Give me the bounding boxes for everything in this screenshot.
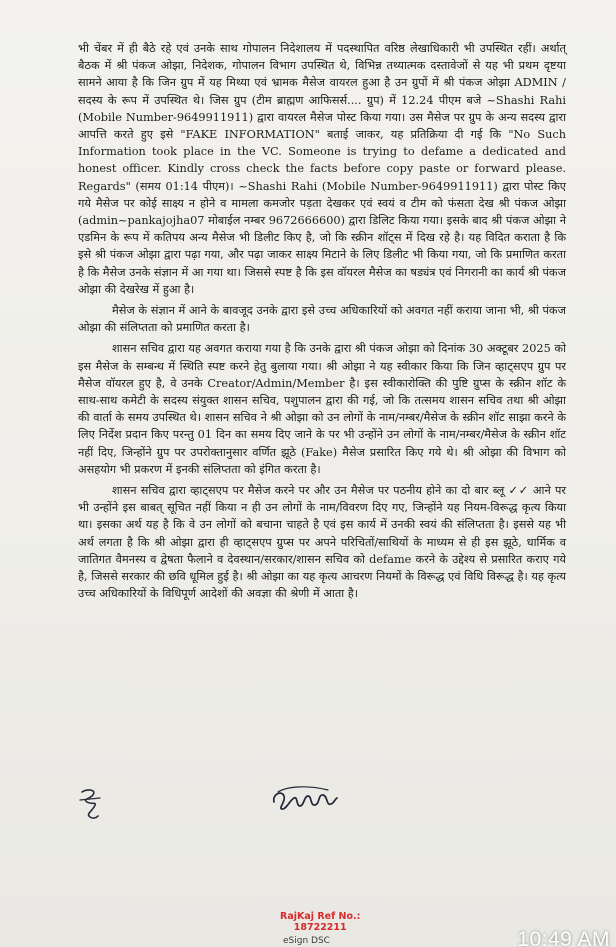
ref-label: RajKaj Ref No.: xyxy=(280,911,361,922)
paragraph-2: मैसेज के संज्ञान में आने के बावजूद उनके द्वारा इसे उच्च अधिकारियों को अवगत नहीं कराया जाना भी, श्री पंकज ओझा की संलिप्तता को प्रमाणित करता है। xyxy=(78,304,566,335)
initials-signature xyxy=(78,786,104,822)
document-body xyxy=(78,40,566,607)
ref-number: 18722211 xyxy=(293,922,347,933)
esign-label: eSign DSC xyxy=(283,936,330,946)
status-time: 10:49 AM xyxy=(517,928,610,947)
handwritten-signature xyxy=(268,782,340,816)
paragraph-3: शासन सचिव द्वारा यह अवगत कराया गया है कि उनके द्वारा श्री पंकज ओझा को दिनांक 30 अक्टूबर 2025 को इस मैसेज के सम्बन्ध में स्थिति स्पष्ट करने हेतु बुलाया गया। श्री ओझा ने यह स्वीकार किया कि जिन व्हाट्सएप ग्रुप पर मैसेज वॉयरल हुए है, वे उनके Creator/Admin/Member है। इस स्वीकारोक्ति की पुष्टि ग्रुप्स के स्क्रीन शॉट के साथ-साथ कमेटी के सदस्य संयुक्त शासन सचिव, पशुपालन द्वारा की गई, जो कि तत्समय शासन सचिव तथा श्री ओझा की वार्ता के समय उपस्थित थे। शासन सचिव ने श्री ओझा को उन लोगों के नाम/नम्बर/मैसेज के स्क्रीन शॉट साझा करने के लिए निर्देश प्रदान किए परन्तु 01 दिन का समय दिए जाने के पर भी उन्होंने उन लोगों के नाम/नम्बर/मैसेज के स्क्रीन शॉट नहीं दिए, जिन्होंने ग्रुप पर उपरोक्तानुसार वर्णित झूठे (Fake) मैसेज प्रसारित किए गये थे। श्री ओझा की विभाग को असहयोग भी प्रकरण में इनकी संलिप्तता को इंगित करता है। xyxy=(78,342,566,476)
rajkaj-reference xyxy=(280,911,360,933)
paragraph-1: भी चेंबर में ही बैठे रहे एवं उनके साथ गोपालन निदेशालय में पदस्थापित वरिष्ठ लेखाधिकारी भी उपस्थित रहीं। अर्थात् बैठक में श्री पंकज ओझा, निदेशक, गोपालन विभाग उपस्थित थे, विभिन्न तथ्यात्मक दस्तावेजों से यह भी प्रथम दृष्टया सामने आया है कि जिन ग्रुप में यह मिथ्या एवं भ्रामक मैसेज वायरल हुआ है उन ग्रुपों में श्री पंकज ओझा ADMIN / सदस्य के रूप में उपस्थित थे। जिस ग्रुप (टीम ब्राह्मण आफिसर्स.... ग्रुप) में 12.24 पीएम बजे ~Shashi Rahi (Mobile Number-9649911911) द्वारा वायरल मैसेज पोस्ट किया गया। उस मैसेज पर ग्रुप के अन्य सदस्य द्वारा आपत्ति करते हुए इसे "FAKE INFORMATION" बताई जाकर, यह प्रतिक्रिया दी गई कि "No Such Information took place in the VC. Someone is trying to defame a dedicated and honest officer. Kindly cross check the facts before copy paste or forward please. Regards" (समय 01:14 पीएम)। ~Shashi Rahi (Mobile Number-9649911911) द्वारा पोस्ट किए गये मैसेज पर कोई साक्ष्य न होने व मामला कमजोर पड़ता देखकर एवं स्वयं व टीम को फंसता देख श्री पंकज ओझा (admin~pankajojha07 मोबाईल नम्बर 9672666600) द्वारा डिलिट किया गया। इसके बाद श्री पंकज ओझा ने एडमिन के रूप में कतिपय अन्य मैसेज भी डिलीट किए है, जो कि स्क्रीन शॉट्स में दिख रहे है। यह विदित कराता है कि इसे श्री पंकज ओझा द्वारा पढ़ा गया, और पढ़ा जाकर साक्ष्य मिटाने के लिए डिलीट भी किया गया, जो कि प्रमाणित करता है कि मैसेज उनके संज्ञान में आ गया था। जिससे स्पष्ट है कि इस वॉयरल मैसेज का षड्यंत्र एवं निगरानी का कार्य श्री पंकज ओझा की देखरेख में हुआ है। xyxy=(78,42,566,296)
paragraph-4: शासन सचिव द्वारा व्हाट्सएप पर मैसेज करने पर और उन मैसेज पर पठनीय होने का दो बार ब्लू ✓✓ आने पर भी उन्होंने इस बाबत् सूचित नहीं किया न ही उन लोगों के नाम/विवरण दिए गए, जिन्होंने यह नियम-विरूद्ध कृत्य किया था। इसका अर्थ यह है कि वे उन लोगों को बचाना चाहते है एवं इस कार्य में उनकी स्वयं की संलिप्तता है। इससे यह भी अर्थ लगता है कि श्री ओझा द्वारा ही व्हाट्सएप ग्रुप्स पर अपने परिचितों/साथियों के माध्यम से ही इस झूठे, धार्मिक व जातिगत वैमनस्य व द्वेषता फैलाने व देवस्थान/सरकार/शासन सचिव को defame करने के उद्देश्य से प्रसारित कराए गये है, जिससे सरकार की छवि धूमिल हुई है। श्री ओझा का यह कृत्य आचरण नियमों के विरूद्ध एवं विधि विरूद्ध है। यह कृत्य उच्च अधिकारियों के विधिपूर्ण आदेशों की अवज्ञा की श्रेणी में आता है। xyxy=(78,484,566,601)
